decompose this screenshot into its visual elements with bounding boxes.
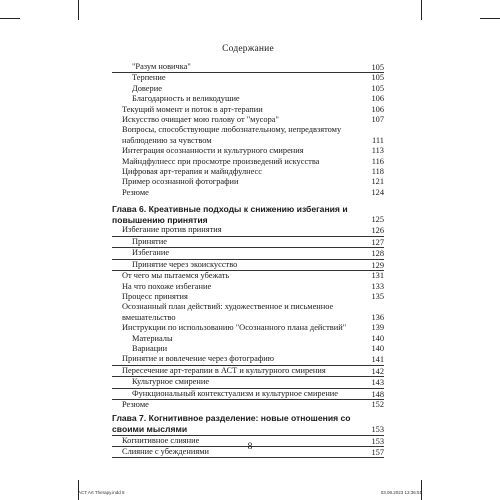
toc-entry[interactable] bbox=[112, 389, 384, 400]
toc-entry-page: 106 bbox=[371, 94, 384, 104]
toc-entry-title: Текущий момент и поток в арт-терапии bbox=[122, 104, 263, 114]
toc-entry[interactable] bbox=[112, 157, 384, 167]
toc-entry[interactable] bbox=[112, 354, 384, 365]
toc-entry-page: 148 bbox=[371, 389, 384, 399]
toc-entry-title: Процесс принятия bbox=[122, 291, 188, 301]
toc-entry-title: Благодарность и великодушие bbox=[132, 94, 240, 104]
toc-entry-page: 152 bbox=[371, 399, 384, 409]
crop-mark bbox=[421, 0, 422, 20]
toc-entry-title: Резюме bbox=[122, 399, 149, 409]
toc-entry[interactable] bbox=[112, 323, 384, 333]
toc-entry-title: Терпение bbox=[132, 73, 166, 83]
toc-entry-page: 153 bbox=[371, 436, 384, 446]
page-number: 8 bbox=[247, 442, 253, 452]
toc-entry-title: Избегание против принятия bbox=[112, 225, 384, 236]
toc-entry-page: 113 bbox=[371, 146, 384, 156]
toc-entry[interactable] bbox=[112, 94, 384, 104]
toc-entry-title: Глава 7. Когнитивное разделение: новые отношения со своими мыслями bbox=[112, 413, 384, 435]
toc-chapter[interactable] bbox=[112, 204, 384, 225]
toc-entry[interactable] bbox=[112, 282, 384, 292]
toc-entry-title: Когнитивное слияние bbox=[112, 436, 384, 447]
toc-entry-title: Майндфулнесс при просмотре произведений искусства bbox=[122, 156, 320, 166]
toc-chapter[interactable] bbox=[112, 413, 384, 435]
page-header: Содержание bbox=[222, 44, 274, 54]
toc-entry-title: Пересечение арт-терапии в АСТ и культурного смирения bbox=[112, 366, 384, 377]
table-of-contents bbox=[112, 62, 384, 458]
toc-entry-title: Доверие bbox=[132, 83, 162, 93]
toc-entry-title: Вариации bbox=[132, 343, 168, 353]
toc-entry[interactable] bbox=[112, 344, 384, 354]
toc-entry-page: 143 bbox=[371, 378, 384, 388]
toc-entry-title: Принятие и вовлечение через фотографию bbox=[112, 354, 384, 365]
toc-entry-page: 116 bbox=[371, 156, 384, 166]
toc-entry-page: 136 bbox=[371, 312, 384, 322]
toc-entry-page: 133 bbox=[371, 281, 384, 291]
toc-entry-page: 127 bbox=[371, 237, 384, 247]
toc-entry-page: 124 bbox=[371, 187, 384, 197]
toc-entry-title: Культурное смирение bbox=[112, 377, 384, 388]
toc-entry-page: 142 bbox=[371, 366, 384, 376]
toc-entry-page: 106 bbox=[371, 104, 384, 114]
toc-entry-page: 105 bbox=[371, 83, 384, 93]
toc-entry-page: 105 bbox=[371, 73, 384, 83]
toc-entry-title: От чего мы пытаемся убежать bbox=[122, 271, 230, 281]
toc-entry-page: 153 bbox=[371, 425, 384, 435]
toc-entry-title: Избегание bbox=[112, 248, 384, 259]
toc-entry[interactable] bbox=[112, 188, 384, 198]
toc-entry-title: Искусство очищает мою голову от "мусора" bbox=[122, 115, 279, 125]
toc-entry[interactable] bbox=[112, 167, 384, 177]
toc-entry[interactable] bbox=[112, 177, 384, 187]
toc-entry-title: Цифровая арт-терапия и майндфулнесс bbox=[122, 167, 262, 177]
toc-entry[interactable] bbox=[112, 73, 384, 83]
toc-entry-title: На что похоже избегание bbox=[122, 281, 212, 291]
toc-entry-page: 135 bbox=[371, 291, 384, 301]
toc-entry[interactable] bbox=[112, 260, 384, 271]
toc-entry[interactable] bbox=[112, 248, 384, 259]
crop-mark bbox=[0, 18, 20, 19]
toc-entry-title: Принятие bbox=[112, 237, 384, 248]
toc-entry-page: 111 bbox=[372, 135, 384, 145]
toc-entry[interactable] bbox=[112, 366, 384, 377]
toc-entry-page: 105 bbox=[371, 63, 384, 72]
toc-entry[interactable] bbox=[112, 105, 384, 115]
toc-entry[interactable] bbox=[112, 62, 384, 73]
toc-entry[interactable] bbox=[112, 377, 384, 388]
toc-entry-page: 129 bbox=[371, 260, 384, 270]
toc-entry-page: 125 bbox=[371, 215, 384, 225]
toc-entry-title: Слияние с убеждениями bbox=[112, 447, 384, 458]
toc-entry-page: 139 bbox=[371, 323, 384, 333]
toc-entry-page: 131 bbox=[371, 271, 384, 281]
toc-entry[interactable] bbox=[112, 125, 384, 146]
toc-entry-title: Инструкции по использованию "Осознанного плана действий" bbox=[122, 323, 347, 333]
footer-file-label: ACT Art Therapy.indd 8 bbox=[78, 490, 125, 495]
toc-entry-title: Материалы bbox=[132, 333, 173, 343]
toc-entry[interactable] bbox=[112, 237, 384, 248]
toc-entry-page: 141 bbox=[371, 355, 384, 365]
toc-entry-page: 128 bbox=[371, 249, 384, 259]
footer-timestamp: 03.08.2023 13:36:51 bbox=[380, 490, 422, 495]
toc-entry-title: Осознанный план действий: художественное и письменное вмешательство bbox=[122, 302, 334, 322]
toc-entry-title: Резюме bbox=[122, 187, 149, 197]
toc-entry-title: Пример осознанной фотографии bbox=[122, 177, 239, 187]
toc-entry-title: Глава 6. Креативные подходы к снижению избегания и повышению принятия bbox=[112, 204, 348, 225]
toc-entry[interactable] bbox=[112, 115, 384, 125]
toc-entry-page: 126 bbox=[371, 226, 384, 236]
toc-entry-title: "Разум новичка" bbox=[112, 62, 384, 73]
toc-entry-title: Функциональный контекстуализм и культурное смирение bbox=[112, 389, 384, 400]
crop-mark bbox=[78, 0, 79, 20]
toc-entry[interactable] bbox=[112, 225, 384, 236]
toc-entry-title: Вопросы, способствующие любознательному, непредвзятому наблюдению за чувством bbox=[122, 125, 342, 145]
crop-mark bbox=[480, 18, 500, 19]
toc-entry-page: 157 bbox=[371, 447, 384, 457]
toc-entry[interactable] bbox=[112, 146, 384, 156]
toc-entry-title: Интеграция осознанности и культурного смирения bbox=[122, 146, 304, 156]
toc-entry[interactable] bbox=[112, 84, 384, 94]
toc-entry-title: Принятие через экоискусство bbox=[112, 260, 384, 271]
toc-entry-page: 140 bbox=[371, 333, 384, 343]
toc-entry-page: 118 bbox=[371, 167, 384, 177]
toc-entry[interactable] bbox=[112, 400, 384, 410]
toc-entry-page: 121 bbox=[371, 177, 384, 187]
toc-entry[interactable] bbox=[112, 292, 384, 302]
toc-entry[interactable] bbox=[112, 334, 384, 344]
toc-entry[interactable] bbox=[112, 271, 384, 281]
toc-entry-page: 107 bbox=[371, 115, 384, 125]
toc-page bbox=[112, 44, 384, 458]
toc-entry[interactable] bbox=[112, 302, 384, 323]
toc-entry-page: 140 bbox=[371, 343, 384, 353]
